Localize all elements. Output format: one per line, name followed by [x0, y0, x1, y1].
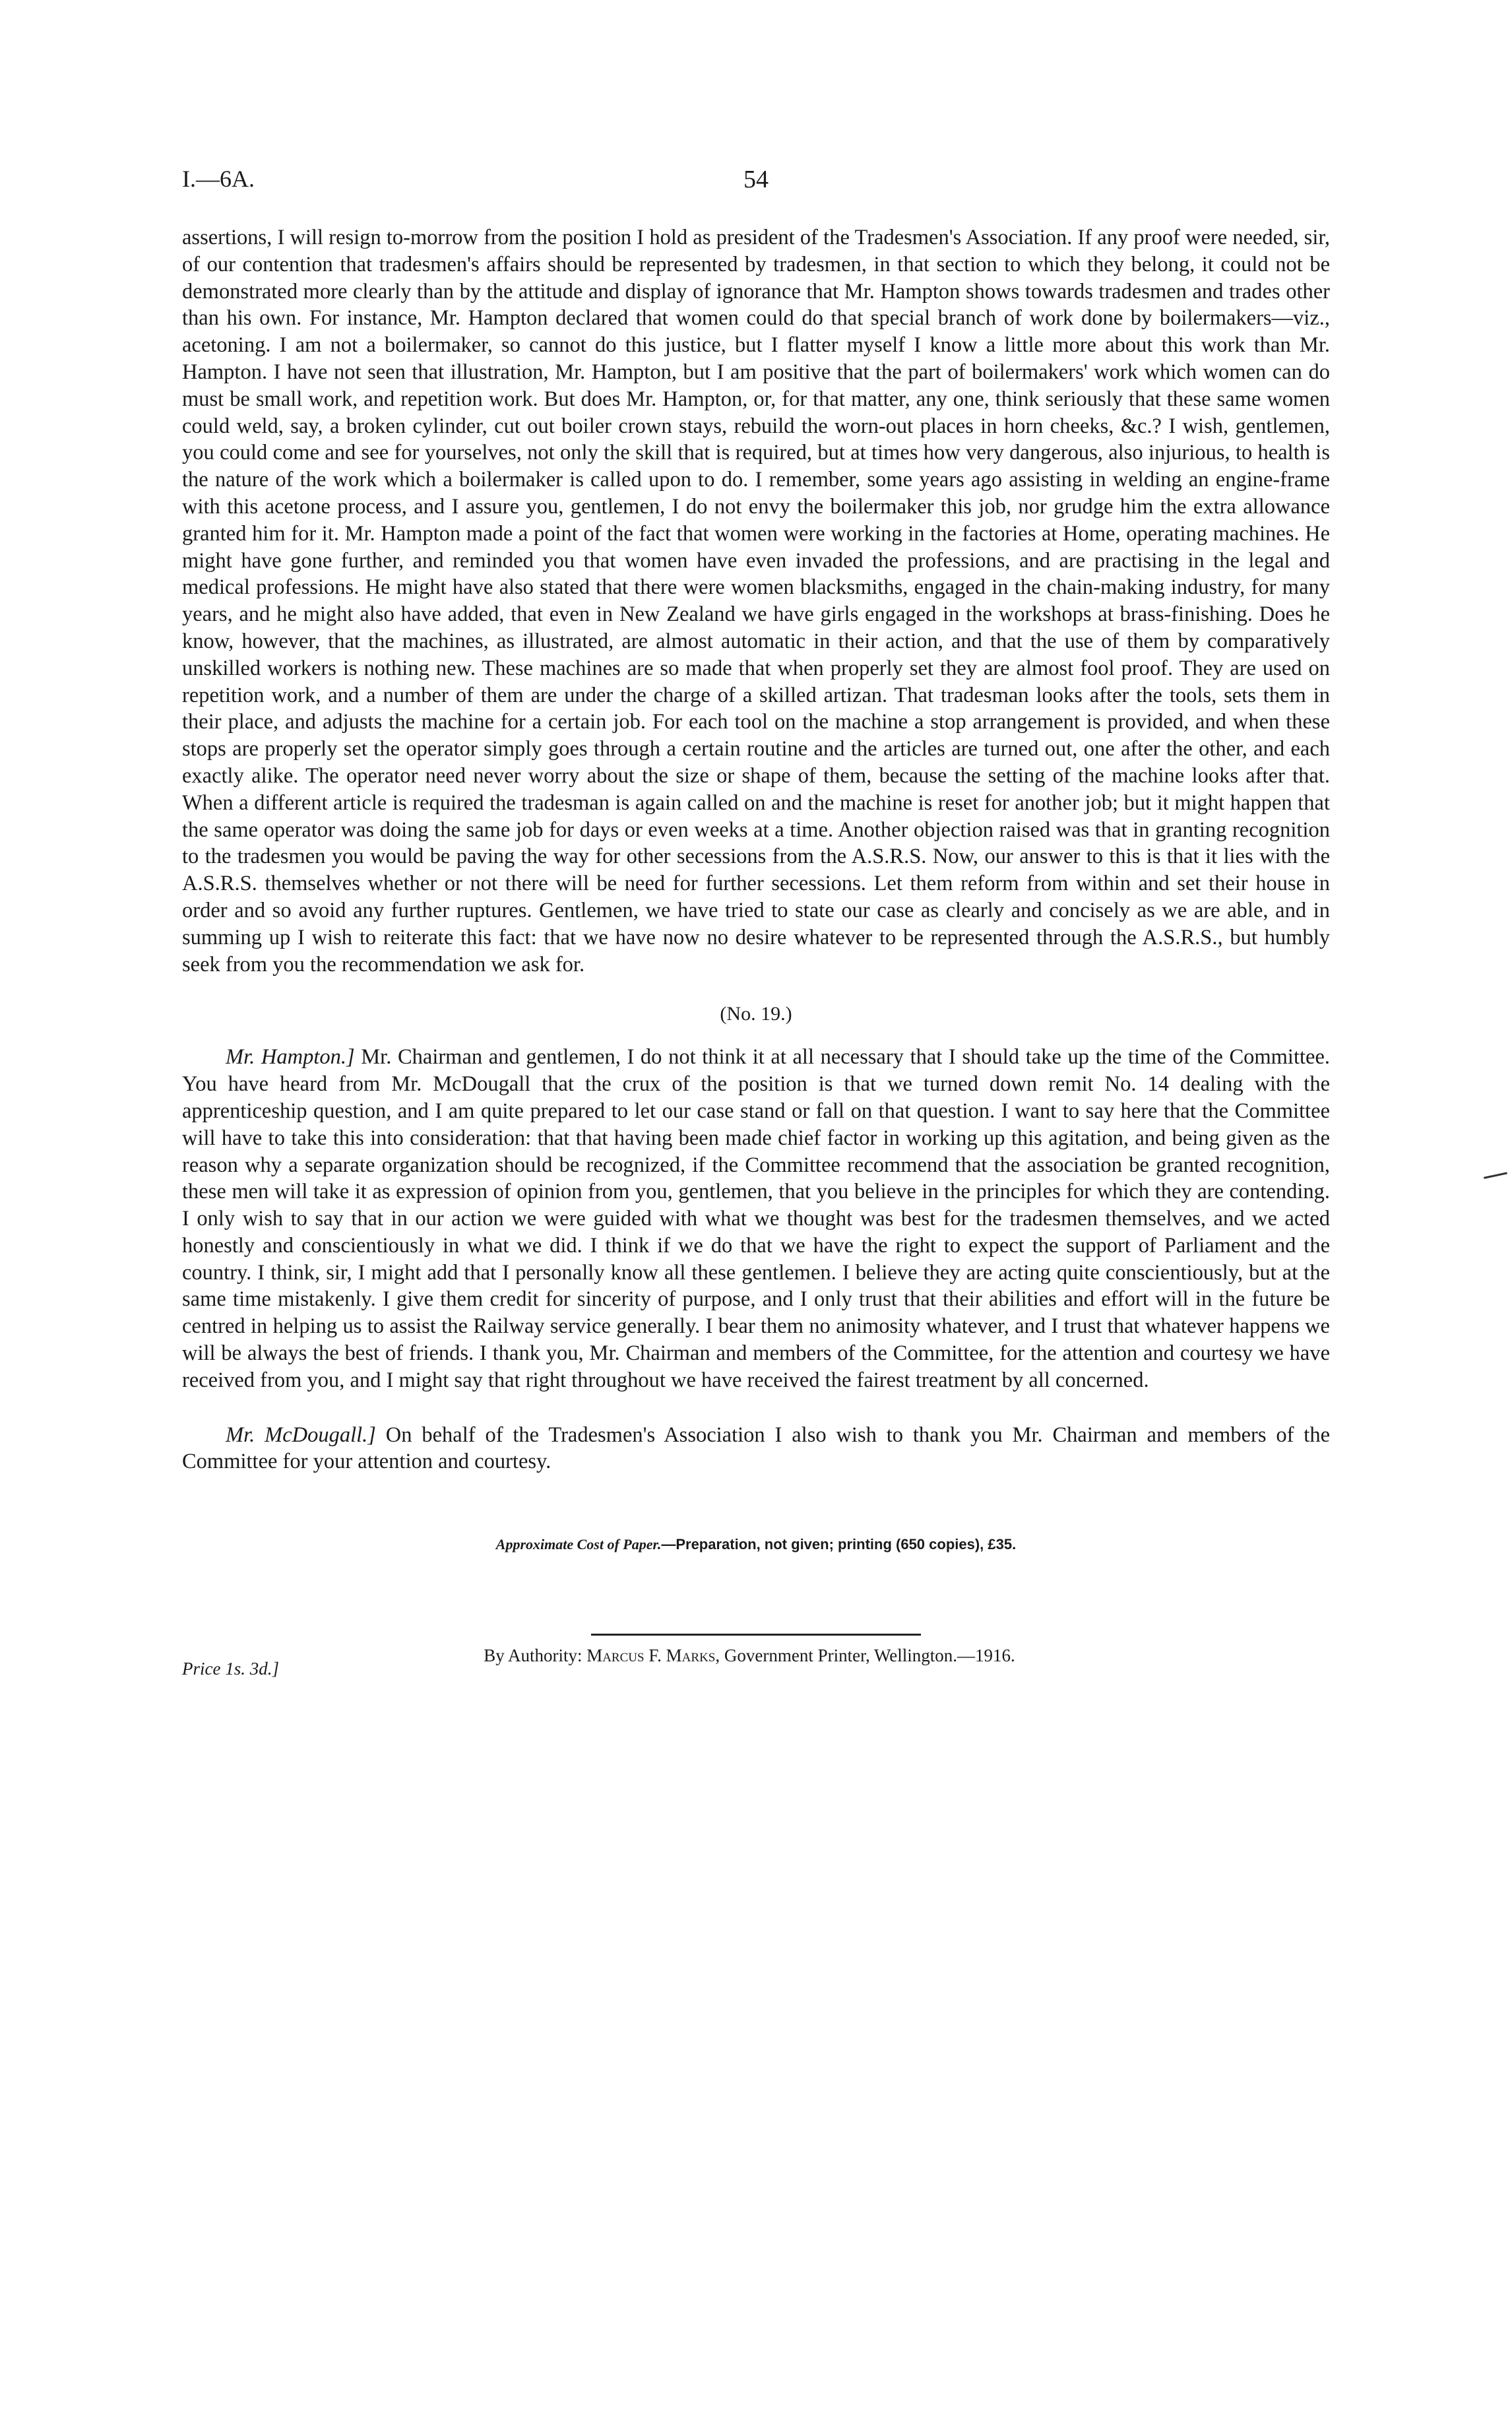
price: Price 1s. 3d.] [182, 1659, 279, 1679]
cost-label: Approximate Cost of Paper. [495, 1536, 662, 1553]
margin-mark [1484, 1172, 1509, 1185]
speaker-name: Mr. McDougall.] [226, 1423, 376, 1447]
authority-prefix: By Authority: [484, 1646, 587, 1666]
printer-suffix: , Government Printer, Wellington.—1916. [715, 1646, 1015, 1666]
page-number: 54 [743, 166, 769, 193]
cost-of-paper [182, 1536, 1330, 1553]
printer-name: Marcus F. Marks [586, 1646, 716, 1666]
page-header [182, 165, 1330, 205]
speech-hampton [182, 1044, 1330, 1393]
speech-text: On behalf of the Tradesmen's Association I also wish to thank you Mr. Chairman and members of the Committee for your attention and courtesy. [182, 1423, 1330, 1474]
printer-line [367, 1646, 1132, 1666]
speech-mcdougall [182, 1422, 1330, 1476]
document-page [182, 165, 1330, 1698]
cost-text: —Preparation, not given; printing (650 copies), £35. [661, 1536, 1017, 1553]
section-number: (No. 19.) [720, 1003, 792, 1025]
document-id: I.—6A. [182, 166, 255, 192]
speech-text: Mr. Chairman and gentlemen, I do not think it at all necessary that I should take up the time of the Committee. You have heard from Mr. McDougall that the crux of the position is that we turned down remit No. 14 dealing with the apprenticeship question, and I am quite prepared to let our case stand or fall on that question. I want to say here that the Committee will have to take this into consideration: that that having been made chief factor in working up this agitation, and being given as the reason why a separate organization should be recognized, if the Committee recommend that the association be granted recognition, these men will take it as expression of opinion from you, gentlemen, that you believe in the principles for which they are contending. I only wish to say that in our action we were guided with what we thought was best for the tradesmen themselves, and we acted honestly and conscientiously in what we did. I think if we do that we have the right to expect the support of Parliament and the country. I think, sir, I might add that I personally know all these gentlemen. I believe they are acting quite conscientiously, but at the same time mistakenly. I give them credit for sincerity of purpose, and I only trust that their abilities and effort will in the future be centred in helping us to assist the Railway service generally. I bear them no animosity whatever, and I trust that whatever happens we will be always the best of friends. I thank you, Mr. Chairman and members of the Committee, for the attention and courtesy we have received from you, and I might say that right throughout we have received the fairest treatment by all concerned. [182, 1045, 1330, 1392]
footer-divider [182, 1619, 1330, 1646]
speaker-name: Mr. Hampton.] [226, 1045, 355, 1070]
imprint [182, 1646, 1330, 1698]
intro-paragraph: assertions, I will resign to-morrow from the position I hold as president of the Tradesmen's Association. If any proof were needed, sir, of our contention that tradesmen's affairs should be represented by tradesmen, in that section to which they belong, it could not be demonstrated more clearly than by the attitude and display of ignorance that Mr. Hampton shows towards tradesmen and trades other than his own. For instance, Mr. Hampton declared that women could do that special branch of work done by boilermakers—viz., acetoning. I am not a boilermaker, so cannot do this justice, but I flatter myself I know a little more about this work than Mr. Hampton. I have not seen that illustration, Mr. Hampton, but I am positive that the part of boilermakers' work which women can do must be small work, and repetition work. But does Mr. Hampton, or, for that matter, any one, think seriously that these same women could weld, say, a broken cylinder, cut out boiler crown stays, rebuild the worn-out places in horn cheeks, &c.? I wish, gentlemen, you could come and see for yourselves, not only the skill that is required, but at times how very dangerous, also injurious, to health is the nature of the work which a boilermaker is called upon to do. I remember, some years ago assisting in welding an engine-frame with this acetone process, and I assure you, gentlemen, I do not envy the boilermaker this job, nor grudge him the extra allowance granted him for it. Mr. Hampton made a point of the fact that women were working in the factories at Home, operating machines. He might have gone further, and reminded you that women have even invaded the professions, and are practising in the legal and medical professions. He might have also stated that there were women blacksmiths, engaged in the chain-making industry, for many years, and he might also have added, that even in New Zealand we have girls engaged in the workshops at brass-finishing. Does he know, however, that the machines, as illustrated, are almost automatic in their action, and that the use of them by comparatively unskilled workers is nothing new. These machines are so made that when properly set they are almost fool proof. They are used on repetition work, and a number of them are under the charge of a skilled artizan. That tradesman looks after the tools, sets them in their place, and adjusts the machine for a certain job. For each tool on the machine a stop arrangement is provided, and when these stops are properly set the operator simply goes through a certain routine and the articles are turned out, one after the other, and each exactly alike. The operator need never worry about the size or shape of them, because the setting of the machine looks after that. When a different article is required the tradesman is again called on and the machine is reset for another job; but it might happen that the same operator was doing the same job for days or even weeks at a time. Another objection raised was that in granting recognition to the tradesmen you would be paving the way for other secessions from the A.S.R.S. Now, our answer to this is that it lies with the A.S.R.S. themselves whether or not there will be need for further secessions. Let them reform from within and set their house in order and so avoid any further ruptures. Gentlemen, we have tried to state our case as clearly and concisely as we are able, and in summing up I wish to reiterate this fact: that we have now no desire whatever to be represented through the A.S.R.S., but humbly seek from you the recommendation we ask for. [182, 226, 1330, 976]
